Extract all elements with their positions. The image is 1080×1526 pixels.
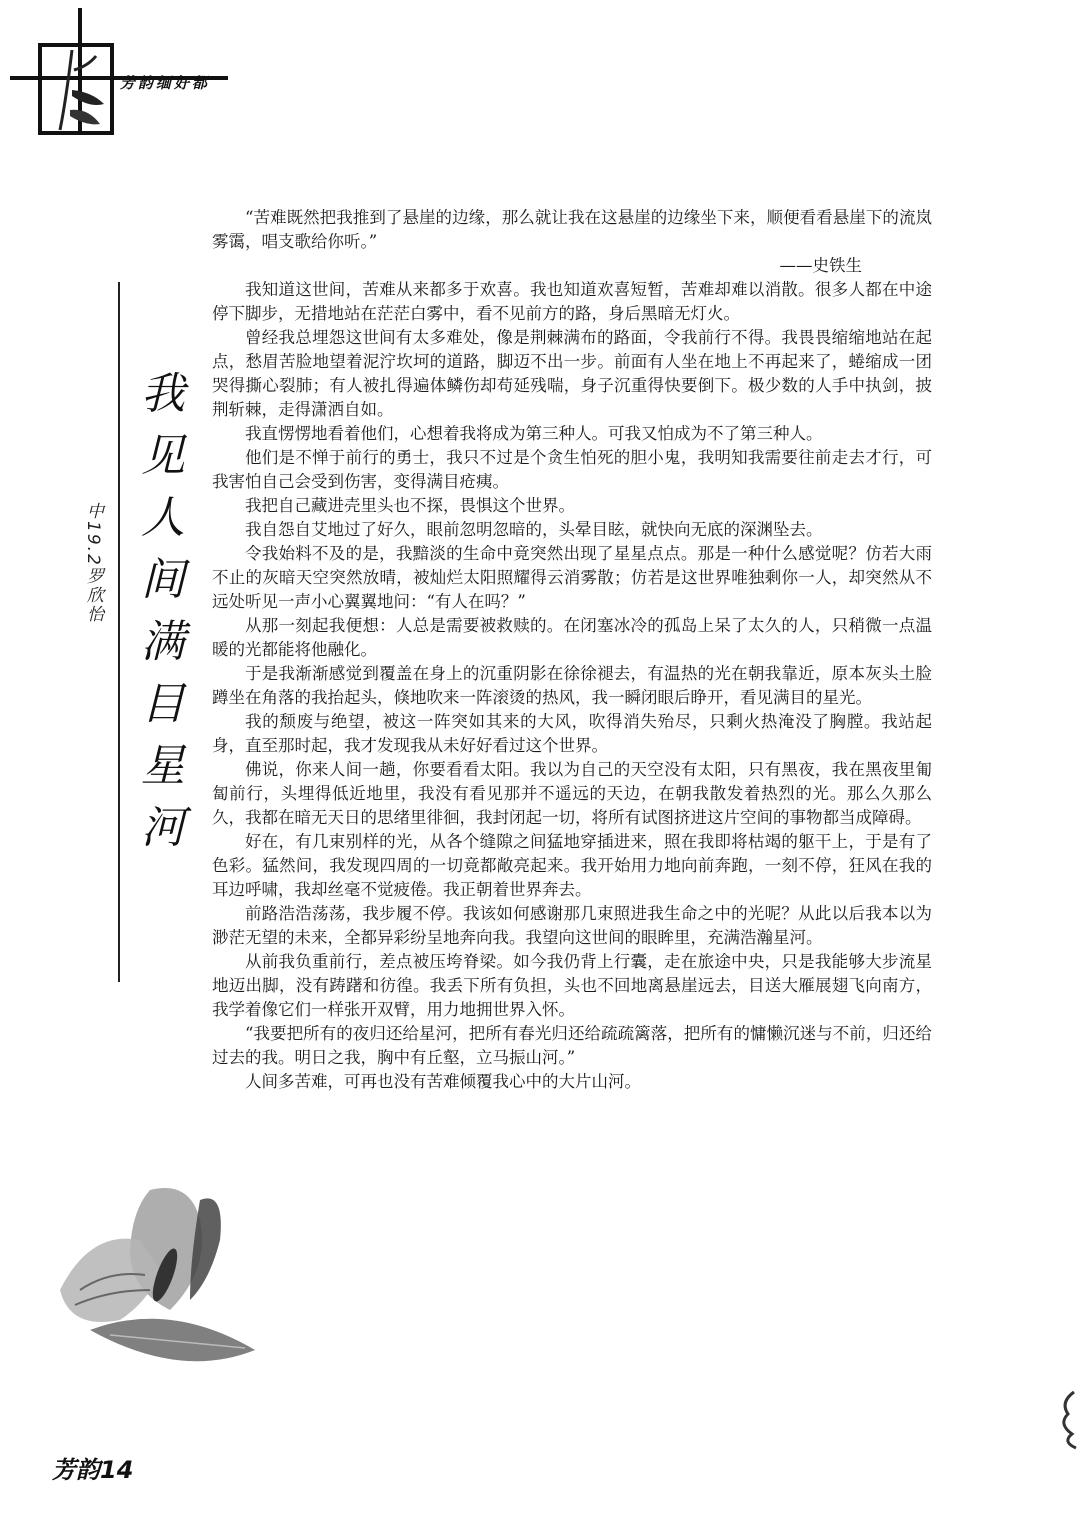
page-number: 芳韵14: [52, 1456, 134, 1484]
epigraph-source: ——史铁生: [779, 256, 862, 275]
paragraph: 前路浩浩荡荡，我步履不停。我该如何感谢那几束照进我生命之中的光呢？从此以后我本以为渺茫无望的未来，全都异彩纷呈地奔向我。我望向这世间的眼眸里，充满浩瀚星河。: [212, 904, 932, 947]
paragraph: 曾经我总埋怨这世间有太多难处，像是荆棘满布的路面，令我前行不得。我畏畏缩缩地站在起点，愁眉苦脸地望着泥泞坎坷的道路，脚迈不出一步。前面有人坐在地上不再起来了，蜷缩成一团哭得撕心裂肺；有人被扎得遍体鳞伤却苟延残喘，身子沉重得快要倒下。极少数的人手中执剑，披荆斩棘，走得潇洒自如。: [212, 328, 932, 419]
paragraph: 我的颓废与绝望，被这一阵突如其来的大风，吹得消失殆尽，只剩火热淹没了胸膛。我站起身，直至那时起，我才发现我从未好好看过这个世界。: [212, 712, 932, 755]
section-title: 芳韵缅好都: [120, 74, 211, 92]
edge-decoration: [1054, 1390, 1080, 1450]
vertical-divider: [118, 282, 120, 982]
paragraph: 他们是不惮于前行的勇士，我只不过是个贪生怕死的胆小鬼，我明知我需要往前走去才行，可我害怕自己会受到伤害，变得满目疮痍。: [212, 448, 932, 491]
paragraph: 我知道这世间，苦难从来都多于欢喜。我也知道欢喜短暂，苦难却难以消散。很多人都在中途停下脚步，无措地站在茫茫白雾中，看不见前方的路，身后黑暗无灯火。: [212, 280, 932, 323]
paragraph: 我把自己藏进壳里头也不探，畏惧这个世界。: [245, 496, 575, 515]
paragraph: 佛说，你来人间一趟，你要看看太阳。我以为自己的天空没有太阳，只有黑夜，我在黑夜里匍匐前行，头埋得低近地里，我没有看见那并不遥远的天边，在朝我散发着热烈的光。那么久那么久，我都在暗无天日的思绪里徘徊，我封闭起一切，将所有试图挤进这片空间的事物都当成障碍。: [212, 760, 932, 827]
epigraph-quote: “苦难既然把我推到了悬崖的边缘，那么就让我在这悬崖的边缘坐下来，顺便看看悬崖下的流岚雾霭，唱支歌给你听。”: [212, 208, 932, 251]
paragraph: 令我始料不及的是，我黯淡的生命中竟突然出现了星星点点。那是一种什么感觉呢？仿若大雨不止的灰暗天空突然放晴，被灿烂太阳照耀得云消雾散；仿若是这世界唯独剩你一人，却突然从不远处听见一声小心翼翼地问：“有人在吗？”: [212, 544, 932, 611]
paragraph: 我直愣愣地看着他们，心想着我将成为第三种人。可我又怕成为不了第三种人。: [245, 424, 823, 443]
paragraph: 从前我负重前行，差点被压垮脊梁。如今我仍背上行囊，走在旅途中央，只是我能够大步流星地迈出脚，没有踌躇和彷徨。我丢下所有负担，头也不回地离悬崖远去，目送大雁展翅飞向南方，我学着像它们一样张开双臂，用力地拥世界入怀。: [212, 952, 932, 1019]
butterfly-illustration: [50, 1180, 270, 1390]
article-author: 中19.2罗欣怡: [83, 502, 103, 624]
article-title: 我见人间满目星河: [133, 370, 184, 866]
paragraph: 人间多苦难，可再也没有苦难倾覆我心中的大片山河。: [245, 1072, 641, 1091]
paragraph: 我自怨自艾地过了好久，眼前忽明忽暗的，头晕目眩，就快向无底的深渊坠去。: [245, 520, 823, 539]
article-body: [212, 206, 932, 1094]
paragraph: “我要把所有的夜归还给星河，把所有春光归还给疏疏篱落，把所有的慵懒沉迷与不前，归还给过去的我。明日之我，胸中有丘壑，立马振山河。”: [212, 1024, 932, 1067]
paragraph: 从那一刻起我便想：人总是需要被救赎的。在闭塞冰冷的孤岛上呆了太久的人，只稍微一点温暖的光都能将他融化。: [212, 616, 932, 659]
paragraph: 好在，有几束别样的光，从各个缝隙之间猛地穿插进来，照在我即将枯竭的躯干上，于是有了色彩。猛然间，我发现四周的一切竟都敞亮起来。我开始用力地向前奔跑，一刻不停，狂风在我的耳边呼啸，我却丝毫不觉疲倦。我正朝着世界奔去。: [212, 832, 932, 899]
paragraph: 于是我渐渐感觉到覆盖在身上的沉重阴影在徐徐褪去，有温热的光在朝我靠近，原本灰头土脸蹲坐在角落的我抬起头，倏地吹来一阵滚烫的热风，我一瞬闭眼后睁开，看见满目的星光。: [212, 664, 932, 707]
